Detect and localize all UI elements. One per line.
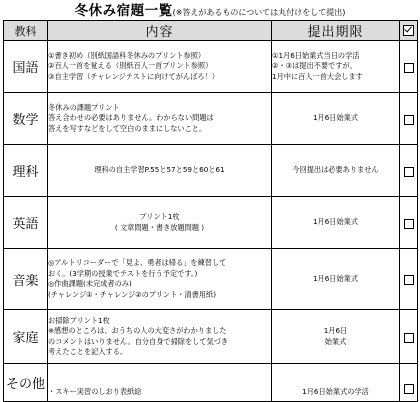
checkbox[interactable]	[404, 275, 414, 285]
table-row	[4, 249, 418, 310]
header-row	[4, 21, 418, 41]
checkbox[interactable]	[404, 63, 414, 73]
table-row	[4, 310, 418, 364]
content-line: ◎作曲課題(未完成者のみ)	[48, 279, 132, 288]
content-line: ③自主学習（チャレンジテストに向けてがんばろ！）	[48, 71, 219, 81]
content-line: ( 文章問題・書き放題問題 )	[114, 222, 205, 232]
content-line: のコメントはいりません。自分自身で掃除をして気づき	[48, 336, 229, 346]
table-row	[4, 41, 418, 93]
content-line: ・スキー実習のしおり表紙絵	[48, 386, 142, 396]
content-line: 理科の自主学習P.55と57と59と60と61	[94, 165, 225, 175]
deadline-line: 今回提出は必要ありません	[292, 165, 379, 175]
deadline-line: 1月6日始業式の学活	[302, 386, 369, 396]
deadline-line: 始業式	[324, 336, 347, 346]
deadline-cell	[272, 249, 400, 310]
content-cell	[48, 249, 272, 310]
content-cell	[48, 145, 272, 197]
content-line: ①書き初め（別紙国語科冬休みのプリント参照）	[48, 50, 206, 60]
deadline-line: 1月6日始業式	[312, 273, 359, 283]
content-line: ※感想のところは、おうちの人の大変さがわかりました	[48, 326, 227, 335]
content-line: お掃除プリント1枚	[48, 315, 110, 325]
subject-cell: 数学	[4, 93, 48, 145]
content-cell	[48, 41, 272, 93]
header-check	[400, 21, 418, 41]
check-cell	[400, 197, 418, 249]
content-line: プリント1枚	[139, 212, 180, 221]
table-row	[4, 364, 418, 402]
checkbox[interactable]	[404, 115, 414, 125]
table-row	[4, 145, 418, 197]
check-cell	[400, 145, 418, 197]
header-content: 内容	[48, 21, 272, 41]
check-cell	[400, 249, 418, 310]
deadline-line: 1月6日始業式	[312, 217, 359, 227]
checkmark-icon	[403, 25, 414, 36]
deadline-line: ①1月6日始業式当日の学活	[272, 50, 360, 60]
content-line: (チャレンジ①・チャレンジ②のプリント・清書用紙)	[48, 289, 216, 299]
homework-table	[3, 20, 418, 402]
deadline-line: 1月6日始業式	[312, 113, 359, 123]
subject-cell: 国語	[4, 41, 48, 93]
table-row	[4, 93, 418, 145]
content-line: 答え合わせの必要はありません。わからない問題は	[48, 113, 214, 123]
checkbox[interactable]	[404, 384, 414, 394]
header-subject: 教科	[4, 21, 48, 41]
checkbox[interactable]	[404, 167, 414, 177]
content-cell	[48, 310, 272, 364]
check-cell	[400, 41, 418, 93]
checkbox[interactable]	[404, 219, 414, 229]
subject-cell: 理科	[4, 145, 48, 197]
content-line: 考えたことを記入する。	[48, 347, 128, 356]
page-title	[0, 2, 420, 21]
deadline-cell	[272, 41, 400, 93]
deadline-cell	[272, 310, 400, 364]
content-cell	[48, 93, 272, 145]
deadline-cell	[272, 93, 400, 145]
content-line: ②百人一首を覚える（別紙百人一首プリント参照）	[48, 61, 213, 71]
title-note: (※答えがあるものについては丸付けをして提出)	[172, 8, 346, 17]
deadline-line: 1月6日	[323, 326, 348, 335]
content-line: 冬休みの課題プリント	[48, 102, 120, 112]
checkbox[interactable]	[404, 333, 414, 343]
deadline-cell	[272, 364, 400, 402]
subject-cell: 家庭	[4, 310, 48, 364]
deadline-line: 1月中に百人一首大会します	[272, 71, 363, 81]
subject-cell: 音楽	[4, 249, 48, 310]
content-line: おく。(3学期の授業でテストを行う予定です。)	[48, 268, 198, 278]
subject-cell: 英語	[4, 197, 48, 249]
title-text: 冬休み宿題一覧	[74, 3, 173, 19]
deadline-cell	[272, 197, 400, 249]
table-row	[4, 197, 418, 249]
subject-cell: その他	[4, 364, 48, 402]
deadline-line: ②・③は提出不要ですが、	[272, 61, 357, 71]
check-cell	[400, 310, 418, 364]
content-line: ◎アルトリコーダーで「見よ、勇者は帰る」を練習して	[48, 258, 227, 267]
content-line: 答えを写すなどをして空白のままにしないこと。	[48, 123, 207, 133]
deadline-cell	[272, 145, 400, 197]
header-deadline: 提出期限	[272, 21, 400, 41]
content-cell	[48, 197, 272, 249]
check-cell	[400, 93, 418, 145]
check-cell	[400, 364, 418, 402]
content-cell	[48, 364, 272, 402]
